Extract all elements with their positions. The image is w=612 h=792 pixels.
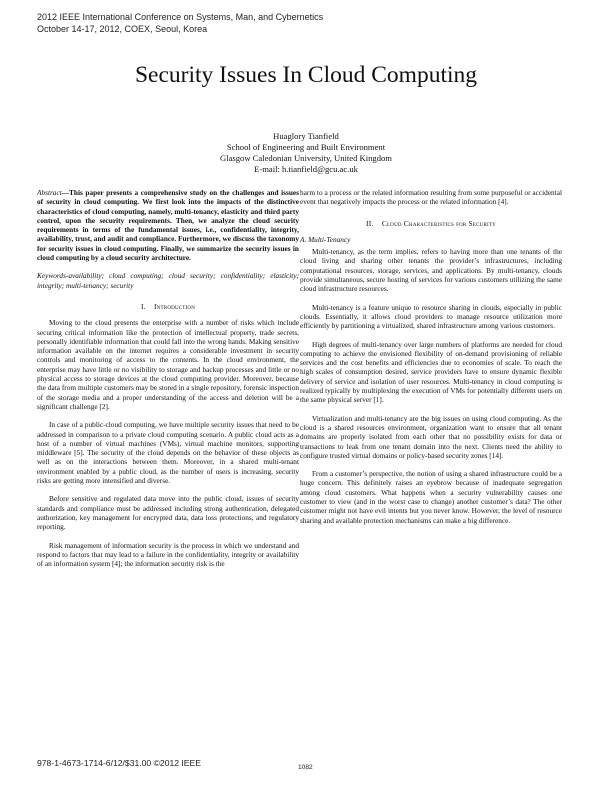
abstract — [37, 188, 299, 262]
paragraph: In case of a public-cloud computing, we have multiple security issues that need to be addressed in comparison to a private cloud computing scenario. A public cloud acts as a host of a number of virtual machines (VMs), virtual machine monitors, supporting middleware [5]. The security of the cloud depends on the behavior of these objects as well as on the interactions between them. Moreover, in a shared multi-tenant environment enabled by a public cloud, as the number of users is increasing, security risks are getting more intensified and diverse. — [37, 420, 299, 486]
right-column — [300, 188, 562, 525]
conference-header — [37, 11, 323, 35]
section-title: Cloud Characteristics for Security — [381, 218, 496, 228]
conference-name: 2012 IEEE International Conference on Systems, Man, and Cybernetics — [37, 12, 324, 22]
subsection-heading: A. Multi-Tenancy — [300, 234, 351, 244]
paper-title: Security Issues In Cloud Computing — [134, 62, 478, 88]
abstract-label: Abstract — [37, 188, 62, 197]
section-title: Introduction — [154, 301, 196, 311]
paragraph: High degrees of multi-tenancy over large numbers of platforms are needed for cloud computing to achieve the envisioned flexibility of on-demand provisioning of reliable services and the cost benefits and efficiencies due to economies of scale. To reach the high scales of consumption desired, service providers have to ensure dynamic flexible delivery of service and isolation of user resources. Multi-tenancy in cloud computing is realized typically by multiplexing the execution of VMs for potentially different users on the same physical server [1]. — [300, 339, 562, 405]
author-affiliation-school: School of Engineering and Built Environment — [226, 142, 386, 152]
section-number: I. — [140, 301, 146, 311]
paragraph: Multi-tenancy, as the term implies, refers to having more than one tenants of the cloud living and sharing other tenants the provider’s infrastructures, including computational resources, storage, services, and applications. By multi-tenancy, clouds provide simultaneous, secure hosting of services for various customers utilizing the same cloud infrastructure resources. — [300, 247, 562, 294]
paragraph-continued: harm to a process or the related information resulting from some purposeful or accidental event that negatively impacts the process or the related information [4]. — [300, 188, 562, 207]
author-email: E-mail: h.tianfield@gcu.ac.uk — [254, 164, 358, 174]
paragraph: Before sensitive and regulated data move into the public cloud, issues of security standards and compliance must be addressed including strong authentication, delegated authorization, key management for encrypted data, data loss protections, and regulatory reporting. — [37, 494, 299, 532]
paragraph: Multi-tenancy is a feature unique to resource sharing in clouds, especially in public clouds. Essentially, it allows cloud providers to manage resource utilization more efficiently by partitioning a virtualized, shared infrastructure among various customers. — [300, 302, 562, 331]
paragraph: Moving to the cloud presents the enterprise with a number of risks which include securing critical information like the protection of intellectual property, trade secrets, personally identifiable information that could fall into the wrong hands. Making sensitive information available on the internet requires a considerable investment in security controls and monitoring of access to the contents. In the cloud environment, the enterprise may have little or no visibility to storage and backup processes and little or no physical access to storage devices at the cloud computing provider. Moreover, because the data from multiple customers may be stored in a single repository, forensic inspection of the storage media and a proper understanding of the access and deletion will be a significant challenge [2]. — [37, 318, 299, 411]
copyright-footer: 978-1-4673-1714-6/12/$31.00 ©2012 IEEE — [37, 758, 202, 768]
left-column — [37, 188, 299, 568]
paragraph: Virtualization and multi-tenancy are the big issues on using cloud computing. As the cloud is a shared resources environment, organization want to ensure that all tenant domains are properly isolated from each other that no possibility exists for data or transactions to leak from one tenant domain into the next. Clients need the ability to configure trusted virtual domains or policy-based security zones [14]. — [300, 413, 562, 460]
paragraph: Risk management of information security is the process in which we understand and respond to factors that may lead to a failure in the confidentiality, integrity or availability of an information system [4]; the information security risk is the — [37, 540, 299, 569]
author-block — [0, 131, 612, 175]
paragraph: From a customer’s perspective, the notion of using a shared infrastructure could be a huge concern. This definitely raises an eyebrow because of inadequate segregation among cloud customers. What happens when a security vulnerability causes one customer to view (and in the worst case to change) another customer’s data? The other customer might not have evil intents but you never know. However, the level of resource sharing and available protection mechanisms can make a big difference. — [300, 469, 562, 525]
section-number: II. — [366, 218, 374, 228]
page-number: 1082 — [298, 764, 313, 771]
keywords: Keywords-availability; cloud computing; cloud security; confidentiality; elasticity; integrity; multi-tenancy; security — [37, 271, 299, 290]
author-affiliation-university: Glasgow Caledonian University, United Kingdom — [219, 153, 392, 163]
section-heading-cloud-characteristics — [300, 219, 562, 228]
abstract-text: —This paper presents a comprehensive study on the challenges and issues of security in cloud computing. We first look into the impacts of the distinctive characteristics of cloud computing, namely, multi-tenancy, elasticity and third party control, upon the security requirements. Then, we analyze the cloud security requirements in terms of the fundamental issues, i.e., confidentiality, integrity, availability, trust, and audit and compliance. Furthermore, we discuss the taxonomy for security issues in cloud computing. Finally, we summarize the security issues in cloud computing by a cloud security architecture. — [37, 188, 299, 263]
conference-date-location: October 14-17, 2012, COEX, Seoul, Korea — [37, 24, 208, 34]
section-heading-introduction — [37, 302, 299, 311]
author-name: Huaglory Tianfield — [273, 131, 339, 141]
